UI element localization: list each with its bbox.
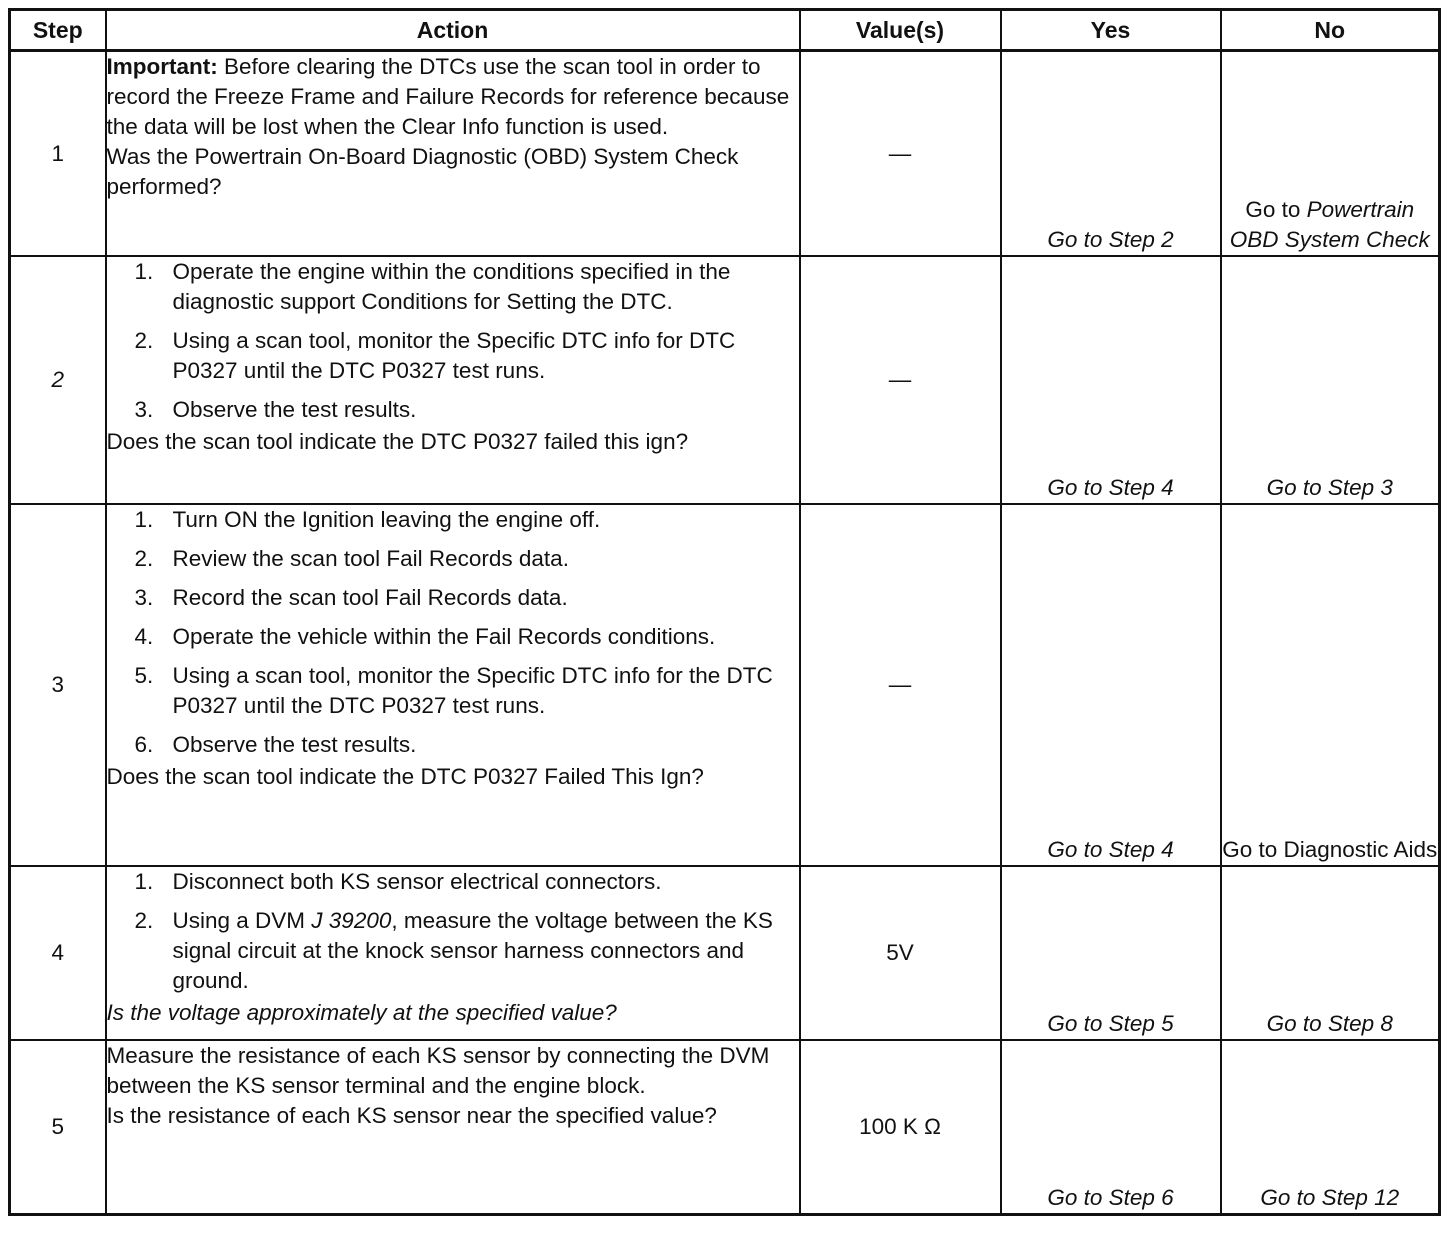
header-step: Step [10,10,106,51]
table-row [10,866,1440,1040]
action-item: 5. Using a scan tool, monitor the Specific DTC info for the DTC P0327 until the DTC P0327 test runs. [134,663,773,718]
step-number: 1 [10,51,106,257]
step-value: 5V [800,866,1001,1040]
header-action: Action [106,10,800,51]
action-item: 4. Operate the vehicle within the Fail Records conditions. [134,624,716,649]
no-link-prefix: Go to [1245,197,1307,222]
table-row [10,256,1440,504]
table-row [10,1040,1440,1215]
important-note [107,52,799,142]
step-value: — [800,51,1001,257]
action-cell [106,866,800,1040]
action-list [107,257,799,425]
no-link[interactable]: Go to Step 12 [1221,1040,1440,1215]
action-item: 2. Review the scan tool Fail Records data. [134,546,569,571]
tool-number: J 39200 [311,908,392,933]
step-value: — [800,256,1001,504]
no-link[interactable]: Go to Diagnostic Aids [1221,504,1440,866]
action-item: 2. Using a scan tool, monitor the Specific DTC info for DTC P0327 until the DTC P0327 test runs. [134,328,736,383]
step-question: Is the resistance of each KS sensor near the specified value? [106,1103,717,1128]
step-number: 4 [10,866,106,1040]
important-label: Important: [106,54,218,79]
no-link[interactable]: Go to Step 8 [1221,866,1440,1040]
action-item: 6. Observe the test results. [134,732,417,757]
action-cell [106,504,800,866]
step-value: — [800,504,1001,866]
action-cell [106,256,800,504]
action-item: 3. Record the scan tool Fail Records data. [134,585,568,610]
no-link[interactable] [1221,51,1440,257]
step-number: 3 [10,504,106,866]
action-list [107,505,799,760]
header-no: No [1221,10,1440,51]
yes-link[interactable]: Go to Step 2 [1001,51,1221,257]
table-row [10,504,1440,866]
yes-link[interactable]: Go to Step 6 [1001,1040,1221,1215]
yes-link[interactable]: Go to Step 5 [1001,866,1221,1040]
yes-link[interactable]: Go to Step 4 [1001,256,1221,504]
step-value: 100 K Ω [800,1040,1001,1215]
step-question: Does the scan tool indicate the DTC P0327 Failed This Ign? [106,764,704,789]
action-cell [106,1040,800,1215]
no-link-target: Powertrain OBD System Check [1229,197,1430,252]
step-question: Does the scan tool indicate the DTC P0327 failed this ign? [106,429,689,454]
yes-link[interactable]: Go to Step 4 [1001,504,1221,866]
action-text: Measure the resistance of each KS sensor by connecting the DVM between the KS sensor terminal and the engine block. [106,1043,770,1098]
header-values: Value(s) [800,10,1001,51]
step-number: 5 [10,1040,106,1215]
action-item: 3. Observe the test results. [134,397,417,422]
action-cell [106,51,800,257]
action-item: 2. Using a DVM J 39200, measure the voltage between the KS signal circuit at the knock sensor harness connectors and ground. [134,908,773,993]
no-link[interactable]: Go to Step 3 [1221,256,1440,504]
step-question: Is the voltage approximately at the specified value? [106,1000,617,1025]
table-row [10,51,1440,257]
action-item: 1. Operate the engine within the conditions specified in the diagnostic support Conditions for Setting the DTC. [134,259,731,314]
action-list [107,867,799,996]
step-number: 2 [10,256,106,504]
step-question: Was the Powertrain On-Board Diagnostic (OBD) System Check performed? [106,144,739,199]
header-row [10,10,1440,51]
header-yes: Yes [1001,10,1221,51]
action-item: 1. Disconnect both KS sensor electrical connectors. [134,869,662,894]
diagnostic-table [8,8,1441,1216]
important-text: Before clearing the DTCs use the scan tool in order to record the Freeze Frame and Failure Records for reference because the data will be lost when the Clear Info function is used. [106,54,790,139]
action-item: 1. Turn ON the Ignition leaving the engine off. [134,507,601,532]
